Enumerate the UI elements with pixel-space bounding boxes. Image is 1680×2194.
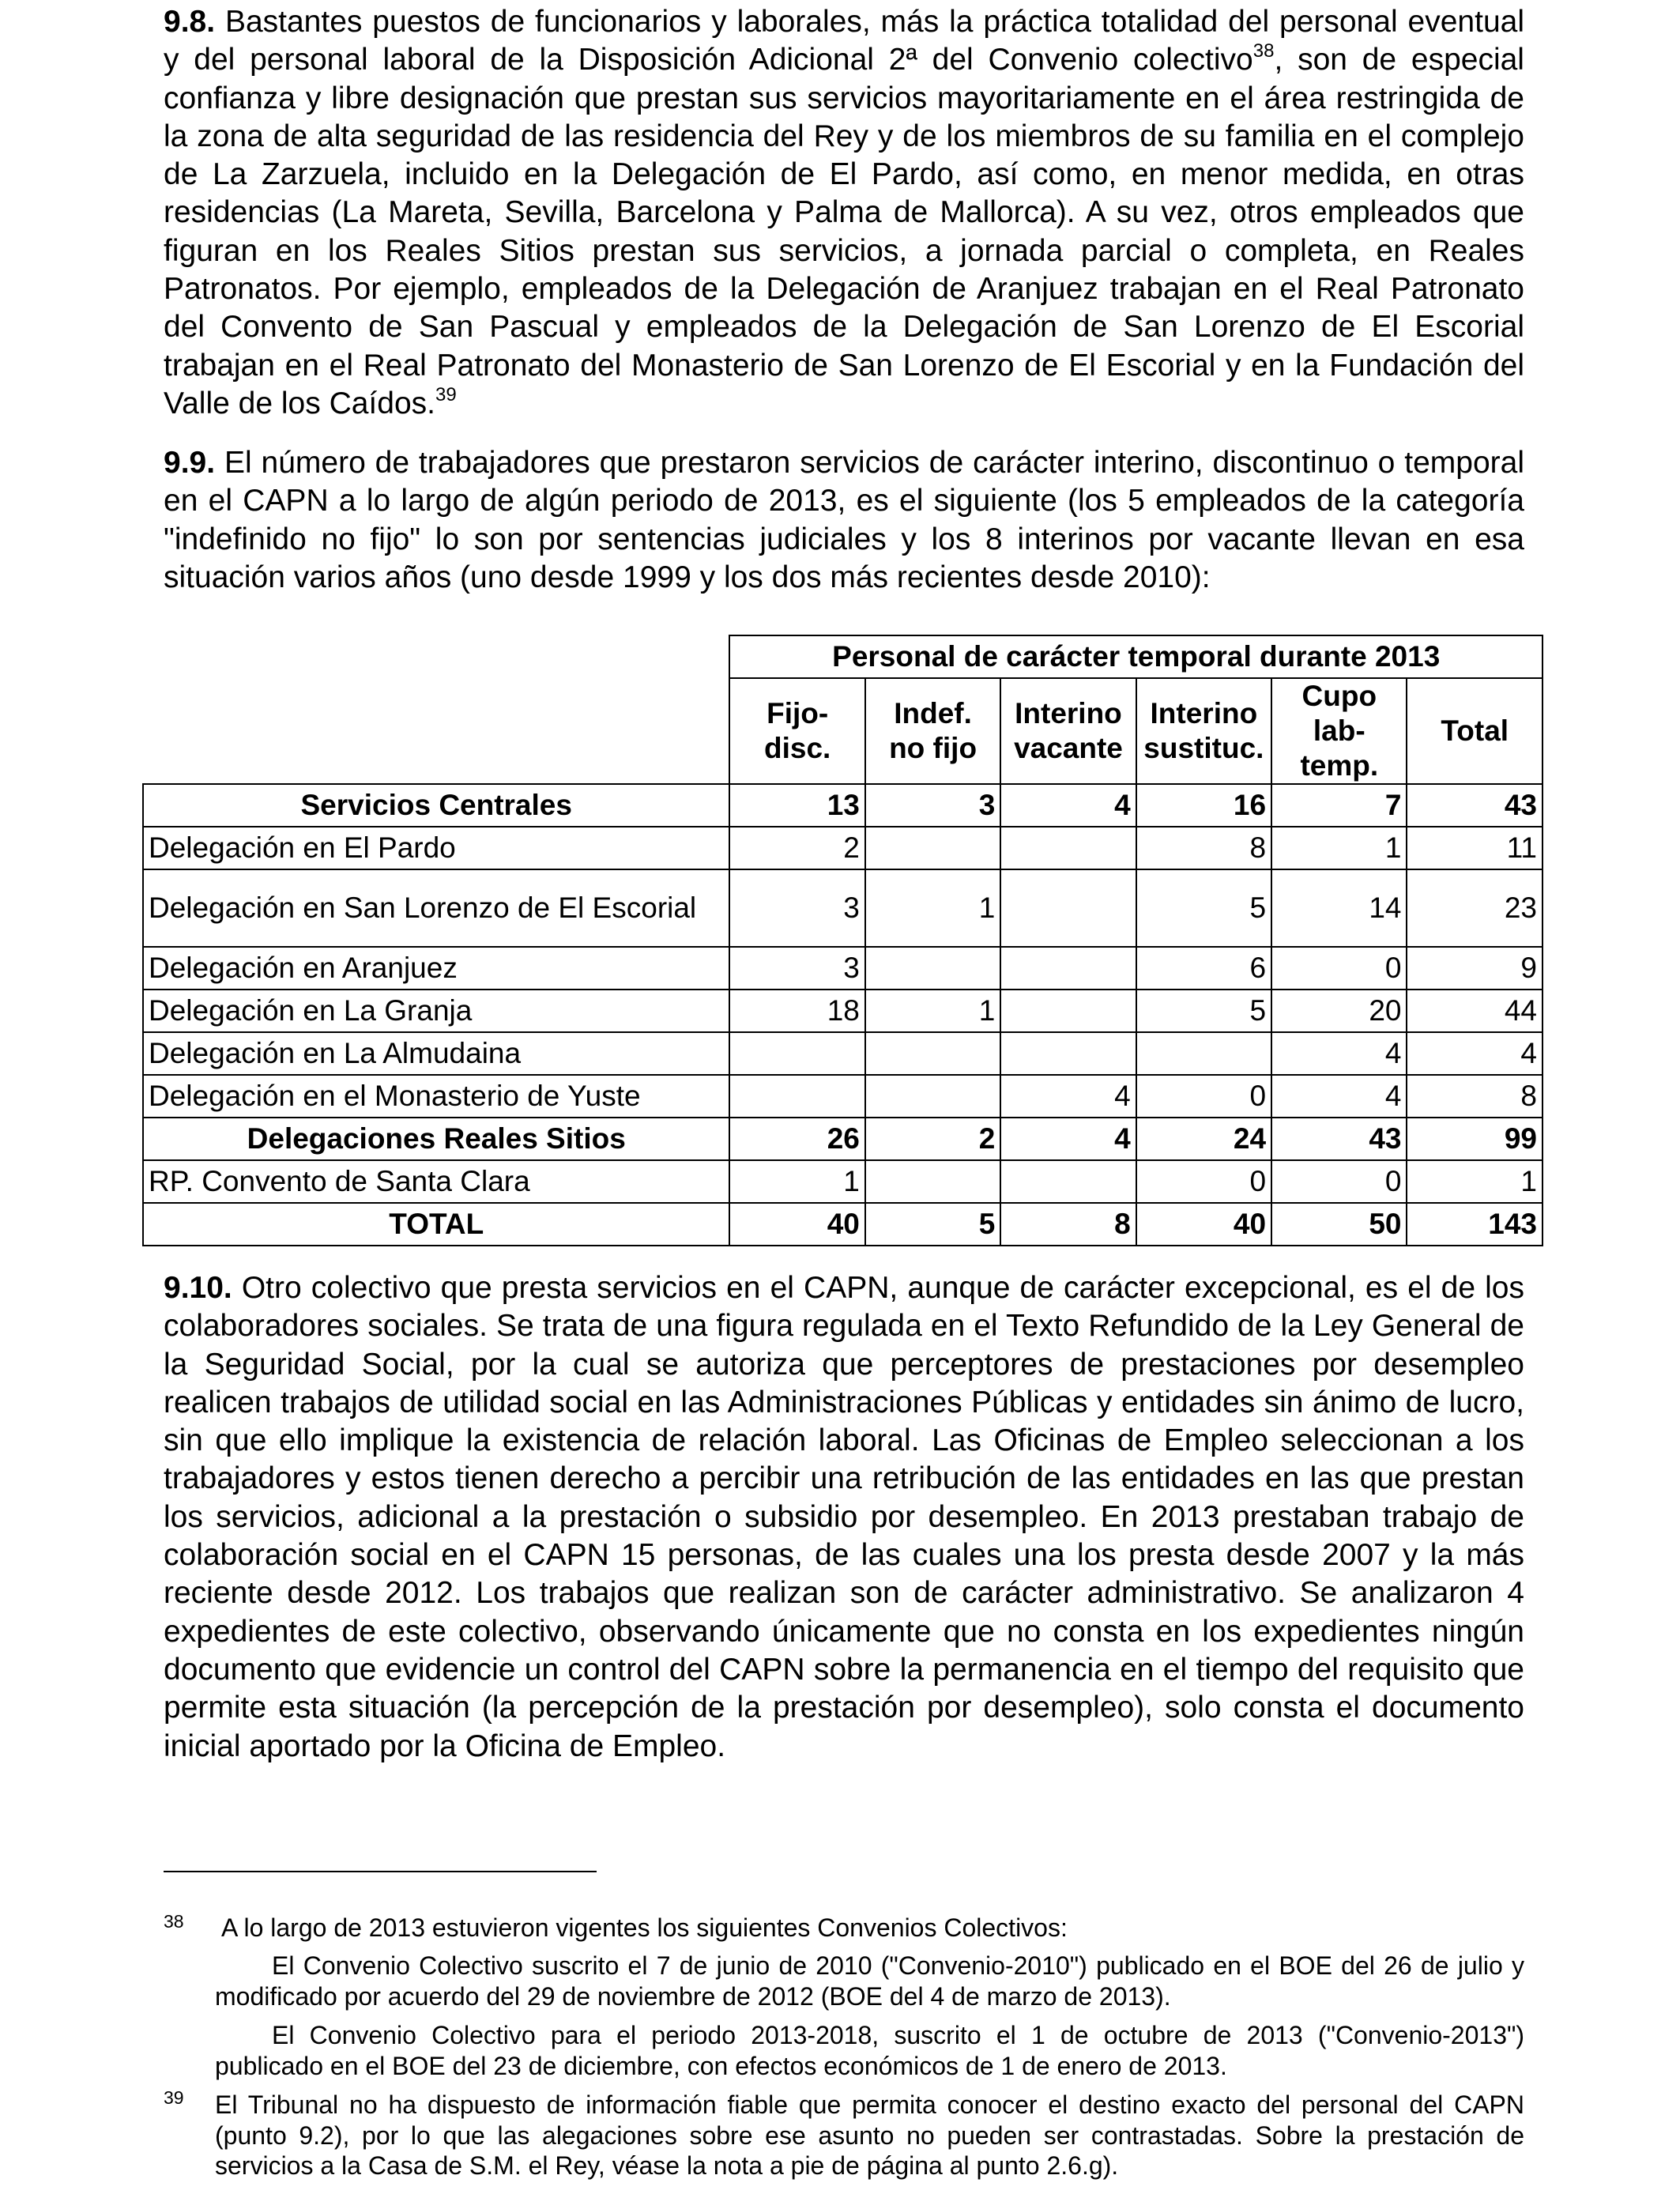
footnote-ref-38[interactable]: 38 — [1252, 40, 1275, 62]
table-cell: 8 — [1407, 1075, 1543, 1118]
table-cell: 1 — [865, 869, 1000, 947]
row-label: Delegación en La Almudaina — [143, 1032, 729, 1075]
paragraph-text: , son de especial confianza y libre designación que prestan sus servicios mayoritariamente en el área restringida de la zona de alta seguridad de las residencia del Rey y de los miembros de su familia en el complejo de La Zarzuela, incluido en la Delegación de El Pardo, así como, en menor medida, en otras residencias (La Mareta, Sevilla, Barcelona y Palma de Mallorca). A su vez, otros empleados que figuran en los Reales Sitios prestan sus servicios, a jornada parcial o completa, en Reales Patronatos. Por ejemplo, empleados de la Delegación de Aranjuez trabajan en el Real Patronato del Convento de San Pascual y empleados de la Delegación de San Lorenzo de El Escorial trabajan en el Real Patronato del Monasterio de San Lorenzo de El Escorial y en la Fundación del Valle de los Caídos. — [164, 43, 1524, 420]
column-header-line: lab-temp. — [1300, 714, 1379, 782]
column-header-line: Interino — [1150, 697, 1258, 729]
table-cell: 3 — [865, 784, 1000, 827]
table-corner-blank — [143, 635, 729, 784]
table-cell — [729, 1075, 864, 1118]
table-cell: 16 — [1136, 784, 1271, 827]
row-label: Delegación en San Lorenzo de El Escorial — [143, 869, 729, 947]
paragraph-9-10 — [164, 1269, 1524, 1766]
table-cell: 23 — [1407, 869, 1543, 947]
table-cell: 5 — [1136, 990, 1271, 1032]
column-header — [1000, 678, 1136, 784]
column-header — [729, 678, 864, 784]
table-cell: 14 — [1271, 869, 1407, 947]
footnote-ref-39[interactable]: 39 — [435, 383, 457, 405]
table-cell: 13 — [729, 784, 864, 827]
table-cell — [1000, 827, 1136, 869]
paragraph-9-9 — [164, 444, 1524, 597]
paragraph-text: El número de trabajadores que prestaron servicios de carácter interino, discontinuo o temporal en el CAPN a lo largo de algún periodo de 2013, es el siguiente (los 5 empleados de la categoría "indefinido no fijo" lo son por sentencias judiciales y los 8 interinos por vacante llevan en esa situación varios años (uno desde 1999 y los dos más recientes desde 2010): — [164, 446, 1524, 594]
column-header — [1407, 678, 1543, 784]
table-cell: 5 — [1136, 869, 1271, 947]
table-row — [143, 1118, 1543, 1160]
column-header — [865, 678, 1000, 784]
table-cell: 3 — [729, 869, 864, 947]
table-row — [143, 1203, 1543, 1246]
table-cell: 99 — [1407, 1118, 1543, 1160]
section-number: 9.9. — [164, 446, 216, 480]
table-row — [143, 1160, 1543, 1203]
column-header-line: Cupo — [1301, 680, 1377, 712]
table-row — [143, 784, 1543, 827]
table-cell: 0 — [1136, 1075, 1271, 1118]
table-cell: 40 — [1136, 1203, 1271, 1246]
table-cell: 0 — [1136, 1160, 1271, 1203]
table-cell: 4 — [1000, 784, 1136, 827]
table-cell: 8 — [1136, 827, 1271, 869]
table-row — [143, 1075, 1543, 1118]
table-body — [143, 784, 1543, 1246]
table-cell: 4 — [1271, 1075, 1407, 1118]
column-header-line: Interino — [1015, 697, 1122, 729]
footnote-mark-38: 38 — [164, 1911, 184, 1932]
table-cell: 8 — [1000, 1203, 1136, 1246]
row-label: RP. Convento de Santa Clara — [143, 1160, 729, 1203]
column-header — [1271, 678, 1407, 784]
table-cell: 1 — [1271, 827, 1407, 869]
table-cell: 50 — [1271, 1203, 1407, 1246]
column-header-line: vacante — [1014, 732, 1123, 764]
table-cell — [865, 1032, 1000, 1075]
table-cell — [1000, 990, 1136, 1032]
table-cell: 20 — [1271, 990, 1407, 1032]
footnote-mark-39: 39 — [164, 2087, 184, 2108]
table-cell: 26 — [729, 1118, 864, 1160]
table-cell: 143 — [1407, 1203, 1543, 1246]
temporary-staff-table — [142, 635, 1543, 1246]
table-cell — [865, 1075, 1000, 1118]
table-cell: 4 — [1271, 1032, 1407, 1075]
table-cell: 11 — [1407, 827, 1543, 869]
table-row — [143, 1032, 1543, 1075]
section-number: 9.10. — [164, 1271, 232, 1305]
column-header-line: Fijo-disc. — [763, 697, 831, 764]
table-cell — [865, 947, 1000, 990]
row-label: Delegación en El Pardo — [143, 827, 729, 869]
row-label: Delegación en el Monasterio de Yuste — [143, 1075, 729, 1118]
table-cell — [865, 827, 1000, 869]
table-cell: 6 — [1136, 947, 1271, 990]
column-header-line: sustituc. — [1143, 732, 1264, 764]
table-row — [143, 990, 1543, 1032]
table-cell: 24 — [1136, 1118, 1271, 1160]
table-cell: 0 — [1271, 1160, 1407, 1203]
row-label: TOTAL — [143, 1203, 729, 1246]
table-cell: 1 — [1407, 1160, 1543, 1203]
table-cell: 43 — [1407, 784, 1543, 827]
table-cell: 5 — [865, 1203, 1000, 1246]
table-cell — [865, 1160, 1000, 1203]
table-cell: 1 — [865, 990, 1000, 1032]
row-label: Delegación en La Granja — [143, 990, 729, 1032]
paragraph-text: Bastantes puestos de funcionarios y laborales, más la práctica totalidad del personal eventual y del personal laboral de la Disposición Adicional 2ª del Convenio colectivo — [164, 5, 1524, 77]
footnote-38-item-2: El Convenio Colectivo para el periodo 2013-2018, suscrito el 1 de octubre de 2013 ("Convenio-2013") publicado en el BOE del 23 de diciembre, con efectos económicos de 1 de enero de 2013. — [215, 2021, 1524, 2080]
table-row — [143, 947, 1543, 990]
table-cell: 3 — [729, 947, 864, 990]
table-cell: 4 — [1407, 1032, 1543, 1075]
table-cell: 44 — [1407, 990, 1543, 1032]
table-row — [143, 869, 1543, 947]
table-cell: 7 — [1271, 784, 1407, 827]
column-header-line: Total — [1441, 714, 1509, 747]
column-header-line: Indef. — [894, 697, 972, 729]
footnote-39-text: El Tribunal no ha dispuesto de información fiable que permita conocer el destino exacto del personal del CAPN (punto 9.2), por lo que las alegaciones sobre ese asunto no pueden ser contrastadas. Sobre la prestación de servicios a la Casa de S.M. el Rey, véase la nota a pie de página al punto 2.6.g). — [215, 2090, 1524, 2180]
table-cell — [1000, 869, 1136, 947]
table-cell: 43 — [1271, 1118, 1407, 1160]
table-cell: 2 — [865, 1118, 1000, 1160]
footnote-separator — [164, 1871, 597, 1872]
table-cell: 40 — [729, 1203, 864, 1246]
table-cell — [1000, 1160, 1136, 1203]
table-cell: 18 — [729, 990, 864, 1032]
table-cell — [729, 1032, 864, 1075]
table-cell: 4 — [1000, 1118, 1136, 1160]
table-cell: 1 — [729, 1160, 864, 1203]
table-cell: 2 — [729, 827, 864, 869]
table-cell: 4 — [1000, 1075, 1136, 1118]
table-cell — [1000, 1032, 1136, 1075]
row-label: Delegaciones Reales Sitios — [143, 1118, 729, 1160]
footnote-38-intro: A lo largo de 2013 estuvieron vigentes los siguientes Convenios Colectivos: — [221, 1913, 1068, 1942]
table-row — [143, 827, 1543, 869]
row-label: Servicios Centrales — [143, 784, 729, 827]
table-cell — [1136, 1032, 1271, 1075]
table-cell — [1000, 947, 1136, 990]
table-cell: 0 — [1271, 947, 1407, 990]
paragraph-9-8 — [164, 3, 1524, 423]
section-number: 9.8. — [164, 5, 216, 39]
footnote-38-item-1: El Convenio Colectivo suscrito el 7 de junio de 2010 ("Convenio-2010") publicado en el BOE del 26 de julio y modificado por acuerdo del 29 de noviembre de 2012 (BOE del 4 de marzo de 2013). — [215, 1951, 1524, 2011]
table-group-header: Personal de carácter temporal durante 2013 — [729, 635, 1543, 678]
paragraph-text: Otro colectivo que presta servicios en el CAPN, aunque de carácter excepcional, es el de los colaboradores sociales. Se trata de una figura regulada en el Texto Refundido de la Ley General de la Seguridad Social, por la cual se autoriza que perceptores de prestaciones por desempleo realicen trabajos de utilidad social en las Administraciones Públicas y entidades sin ánimo de lucro, sin que ello implique la existencia de relación laboral. Las Oficinas de Empleo seleccionan a los trabajadores y estos tienen derecho a percibir una retribución de las entidades en las que prestan los servicios, adicional a la prestación o subsidio por desempleo. En 2013 prestaban trabajo de colaboración social en el CAPN 15 personas, de las cuales una los presta desde 2007 y la más reciente desde 2012. Los trabajos que realizan son de carácter administrativo. Se analizaron 4 expedientes de este colectivo, observando únicamente que no consta en los expedientes ningún documento que evidencie un control del CAPN sobre la permanencia en el tiempo del requisito que permite esta situación (la percepción de la prestación por desempleo), solo consta el documento inicial aportado por la Oficina de Empleo. — [164, 1271, 1524, 1763]
column-header-line: no fijo — [889, 732, 977, 764]
table-cell: 9 — [1407, 947, 1543, 990]
row-label: Delegación en Aranjuez — [143, 947, 729, 990]
column-header — [1136, 678, 1271, 784]
